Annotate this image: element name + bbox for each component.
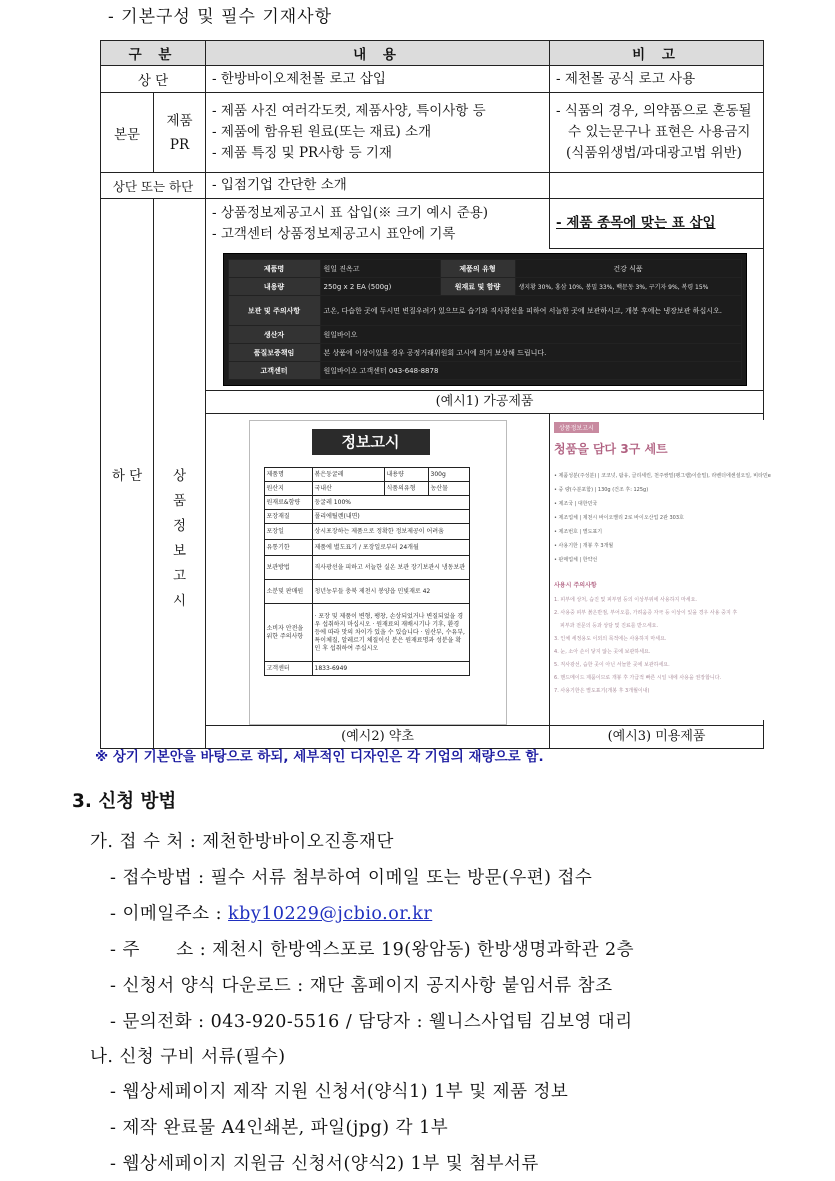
reception-line: 가. 접 수 처 : 제천한방바이오진흥재단 [90, 832, 394, 852]
ex1-label: 내용량 [228, 278, 320, 296]
ex2-label: 원산지 [264, 482, 312, 496]
ex2-label: 식품의유형 [384, 482, 428, 496]
ex2-label: 내용량 [384, 468, 428, 482]
note-text: - 제품 종목에 맞는 표 삽입 [556, 215, 716, 231]
document-line: - 웹상세페이지 제작 지원 신청서(양식1) 1부 및 제품 정보 [110, 1082, 569, 1102]
email-label: - 이메일주소 : [110, 904, 229, 924]
ex1-value: 본 상품에 이상이있을 경우 공정거래위원회 고시에 의거 보상해 드립니다. [320, 344, 741, 362]
table-row [101, 93, 764, 173]
example3-line: • 제조국 | 대한민국 [554, 501, 598, 507]
notice-text: ※ 상기 기본안을 바탕으로 하되, 세부적인 디자인은 각 기업의 재량으로 함. [95, 749, 544, 765]
ex1-label: 품질보증책임 [228, 344, 320, 362]
header-category: 구 분 [101, 41, 206, 66]
ex2-value: 청년농부들 충북 제천시 봉양읍 민빛재로 42 [312, 580, 469, 604]
row-note-top-or-bottom [550, 173, 764, 199]
ex1-label: 보관 및 주의사항 [228, 296, 320, 326]
example3-note: 피부과 전문의 등과 상담 및 진료를 받으세요. [560, 623, 659, 629]
example1-caption: (예시1) 가공제품 [206, 391, 764, 414]
content-line: - 제품 사진 여러각도컷, 제품사양, 특이사항 등 [212, 103, 486, 119]
ex1-label: 제품의 유형 [440, 260, 515, 278]
ex2-value: 1833-6949 [312, 662, 469, 676]
example2-title: 정보고시 [312, 429, 430, 455]
ex2-value: 폴리에틸렌(내면) [312, 510, 469, 524]
ex2-label: 소분및 판매원 [264, 580, 312, 604]
sublabel-line: 제품 [166, 112, 193, 129]
header-content: 내 용 [206, 41, 550, 66]
documents-heading: 나. 신청 구비 서류(필수) [90, 1047, 286, 1067]
table-row [101, 66, 764, 93]
example2-cell [206, 414, 550, 726]
address-line: - 주 소 : 제천시 한방엑스포로 19(왕암동) 한방생명과학관 2층 [110, 940, 635, 960]
row-content-top: - 한방바이오제천몰 로고 삽입 [206, 66, 550, 93]
row-sublabel-body [154, 93, 206, 173]
example3-tag: 상품정보고시 [554, 422, 599, 433]
note-line: (식품위생법/과대광고법 위반) [566, 145, 742, 161]
method-line: - 접수방법 : 필수 서류 첨부하여 이메일 또는 방문(우편) 접수 [110, 868, 593, 888]
ex1-value: 원일 진옥고 [320, 260, 440, 278]
example2-info-panel [249, 420, 507, 725]
ex2-value: 농산물 [428, 482, 469, 496]
example3-note: 6. 핸드메이드 제품이므로 개봉 후 가급적 빠른 시일 내에 사용을 권장합니다. [554, 675, 722, 681]
ex1-value: 고온, 다습한 곳에 두시면 변질우려가 있으므로 습기와 직사광선을 피하여 서늘한 곳에 보관하시고, 개봉 후에는 냉장보관 하십시오. [320, 296, 741, 326]
example3-note: 3. 인체 세정용도 이외의 목적에는 사용하지 마세요. [554, 636, 667, 642]
example1-info-table [223, 253, 747, 386]
phone-line: - 문의전화 : 043-920-5516 / 담당자 : 웰니스사업팀 김보영 대리 [110, 1012, 633, 1032]
sublabel-char: 상 [172, 467, 187, 484]
email-link[interactable]: kby10229@jcbio.or.kr [228, 904, 433, 924]
email-line [110, 900, 432, 925]
example3-line: • 사용기한 | 개봉 후 3개월 [554, 543, 614, 549]
section-heading: - 기본구성 및 필수 기재사항 [108, 7, 333, 27]
example3-note: 1. 피부에 상처, 습진 및 피부염 등의 이상부위에 사용하지 마세요. [554, 597, 698, 603]
example3-note: 5. 직사광선, 습한 곳이 아닌 서늘한 곳에 보관하세요. [554, 662, 670, 668]
composition-table [100, 40, 771, 749]
document-line: - 제작 완료물 A4인쇄본, 파일(jpg) 각 1부 [110, 1118, 449, 1138]
row-content-top-or-bottom: - 입점기업 간단한 소개 [206, 173, 550, 199]
section3-title: 3. 신청 방법 [72, 791, 177, 812]
sublabel-char: 시 [172, 592, 187, 609]
sublabel-line: PR [169, 136, 190, 153]
row-label-top-or-bottom: 상단 또는 하단 [101, 173, 206, 199]
ex2-value: 둥굴레 100% [312, 496, 469, 510]
ex2-label: 유통기한 [264, 540, 312, 556]
ex1-value: 250g x 2 EA (500g) [320, 278, 440, 296]
content-line: - 상품정보제공고시 표 삽입(※ 크기 예시 준용) [212, 204, 489, 221]
header-note: 비 고 [550, 41, 764, 66]
example3-line: • 제조업체 | 제천시 바이오밸리 2로 바이오산업 2관 303호 [554, 515, 684, 521]
ex2-label: 보관방법 [264, 556, 312, 580]
table-row [101, 173, 764, 199]
sublabel-char: 정 [172, 517, 187, 534]
ex1-value: 생지황 30%, 홍삼 10%, 봉밀 33%, 백문동 3%, 구기자 9%, 복령 15% [515, 278, 741, 296]
document-line: - 웹상세페이지 지원금 신청서(양식2) 1부 및 첨부서류 [110, 1154, 539, 1174]
table-row [101, 199, 764, 249]
row-label-bottom: 하 단 [101, 199, 154, 749]
note-line: 수 있는문구나 표현은 사용금지 [568, 124, 751, 140]
ex2-label: 포장일 [264, 524, 312, 540]
example3-caption: (예시3) 미용제품 [550, 726, 764, 749]
content-line: - 제품 특징 및 PR사항 등 기재 [212, 145, 392, 161]
ex2-value: 국내산 [312, 482, 384, 496]
example2-caption: (예시2) 약초 [206, 726, 550, 749]
row-note-body [550, 93, 764, 173]
row-content-bottom [206, 199, 550, 249]
row-label-body: 본문 [101, 93, 154, 173]
content-line: - 제품에 함유된 원료(또는 재료) 소개 [212, 124, 432, 140]
ex2-value: 제품에 별도표기 / 포장일로부터 24개월 [312, 540, 469, 556]
ex1-value: 원일바이오 [320, 326, 741, 344]
download-line: - 신청서 양식 다운로드 : 재단 홈페이지 공지사항 붙임서류 참조 [110, 976, 613, 996]
example3-line: • 판매업체 | 한약선 [554, 557, 598, 563]
ex2-value: 상시포장하는 제품으로 정확한 정보제공이 어려움 [312, 524, 469, 540]
ex2-value: 직사광선을 피하고 서늘한 실온 보관 장기보관시 냉동보관 [312, 556, 469, 580]
example3-title: 청품을 담다 3구 세트 [554, 442, 668, 456]
example3-cell [550, 414, 771, 726]
row-content-body [206, 93, 550, 173]
sublabel-char: 보 [172, 542, 187, 559]
ex2-value: · 포장 및 제품이 변형, 팽창, 손상되었거나 변질되었을 경우 섭취하지 마십시오 · 원재료의 재배시기나 기후, 환경 등에 따라 맛의 차이가 있을 수 있습니다 · 임산부, 수유부, 특이체질, 알레르기 체질이신 분은 원재료명과 성분을 확인 후 섭취하여 주십시오 [312, 604, 469, 662]
example3-note: 2. 사용중 피부 붉은반점, 부어오름, 가려움증 자극 등 이상이 있을 경우 사용 중지 후 [554, 610, 738, 616]
example3-note: 7. 사용기한은 별도표기(개봉 후 3개월이내) [554, 688, 650, 694]
example3-info-panel [550, 420, 812, 720]
ex2-label: 소비자 안전을 위한 주의사항 [264, 604, 312, 662]
sublabel-char: 고 [172, 567, 187, 584]
ex1-label: 제품명 [228, 260, 320, 278]
ex2-label: 원재료&함량 [264, 496, 312, 510]
example3-note: 4. 눈, 소아 손이 닿지 않는 곳에 보관하세요. [554, 649, 651, 655]
row-sublabel-bottom [154, 199, 206, 749]
ex2-value: 300g [428, 468, 469, 482]
ex1-label: 원재료 및 함량 [440, 278, 515, 296]
table-header-row [101, 41, 764, 66]
ex1-label: 고객센터 [228, 362, 320, 380]
row-note-bottom [550, 199, 764, 249]
example3-subtitle: 사용시 주의사항 [554, 582, 597, 589]
note-line: - 식품의 경우, 의약품으로 혼동될 [556, 103, 752, 119]
content-line: - 고객센터 상품정보제공고시 표안에 기록 [212, 225, 456, 242]
example3-line: • 제조번호 | 별도표기 [554, 529, 603, 535]
example3-line: • 제품성분(주성분) | 코코넛, 팜유, 글리세린, 천주쌍밀(팽그랩)이슬밀), 라벤더에센셜오일, 비타민e [554, 473, 771, 479]
ex1-label: 생산자 [228, 326, 320, 344]
row-label-top: 상 단 [101, 66, 206, 93]
example3-line: • 중 량(수분포함) | 130g (건조 후: 125g) [554, 487, 649, 493]
ex2-label: 제품명 [264, 468, 312, 482]
ex2-label: 포장재질 [264, 510, 312, 524]
ex2-value: 볶은둥굴레 [312, 468, 384, 482]
ex2-label: 고객센터 [264, 662, 312, 676]
ex1-value: 건강 식품 [515, 260, 741, 278]
sublabel-char: 품 [172, 492, 187, 509]
row-note-top: - 제천몰 공식 로고 사용 [550, 66, 764, 93]
example1-cell [206, 249, 764, 391]
ex1-value: 원일바이오 고객센터 043-648-8878 [320, 362, 741, 380]
